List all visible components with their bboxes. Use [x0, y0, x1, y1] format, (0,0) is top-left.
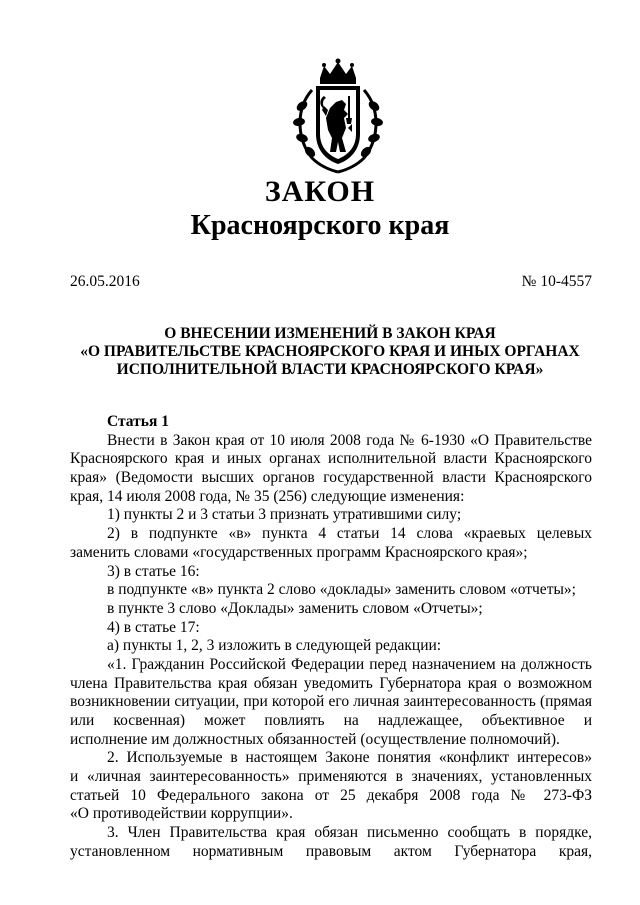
- body-line: в пункте 3 слово «Доклады» заменить словом «Отчеты»;: [107, 599, 483, 617]
- law-heading-line: О ВНЕСЕНИИ ИЗМЕНЕНИЙ В ЗАКОН КРАЯ: [164, 325, 496, 342]
- article-title: Статья 1: [107, 413, 169, 430]
- document-date: 26.05.2016: [70, 273, 140, 290]
- body-line: Красноярского края и иных органах исполнительной власти Красноярского: [70, 450, 592, 468]
- body-line: Внести в Закон края от 10 июля 2008 года № 6-1930 «О Правительстве: [107, 431, 592, 449]
- body-line: 3. Член Правительства края обязан письменно сообщать в порядке,: [107, 824, 592, 842]
- body-line: возникновении ситуации, при которой его личная заинтересованность (прямая: [70, 693, 592, 711]
- body-line: «О противодействии коррупции».: [70, 805, 293, 823]
- law-heading: [70, 325, 590, 379]
- body-line: статьей 10 Федерального закона от 25 декабря 2008 года № 273-ФЗ: [70, 786, 592, 804]
- body-line: 2) в подпункте «в» пункта 4 статьи 14 слова «краевых целевых: [107, 525, 592, 543]
- body-line: или косвенная) может повлиять на надлежащее, объективное и: [70, 712, 592, 729]
- body-line: 1) пункты 2 и 3 статьи 3 признать утратившими силу;: [107, 506, 462, 524]
- law-heading-line: ИСПОЛНИТЕЛЬНОЙ ВЛАСТИ КРАСНОЯРСКОГО КРАЯ»: [116, 361, 544, 378]
- body-line: 4) в статье 17:: [107, 618, 200, 636]
- body-line: края, 14 июля 2008 года, № 35 (256) следующие изменения:: [70, 487, 465, 505]
- body-line: заменить словами «государственных программ Красноярского края»;: [70, 543, 528, 561]
- law-heading-line: «О ПРАВИТЕЛЬСТВЕ КРАСНОЯРСКОГО КРАЯ И ИНЫХ ОРГАНАХ: [80, 343, 580, 360]
- document-body: [70, 413, 592, 862]
- body-line: исполнение им должностных обязанностей (осуществление полномочий).: [70, 730, 560, 748]
- body-line: «1. Гражданин Российской Федерации перед назначением на должность: [107, 655, 592, 673]
- body-line: а) пункты 1, 2, 3 изложить в следующей редакции:: [107, 637, 442, 655]
- body-line: установленном нормативным правовым актом Губернатора края,: [70, 842, 592, 860]
- issuing-region-title: Красноярского края: [190, 210, 450, 241]
- body-line: 2. Используемые в настоящем Законе понятия «конфликт интересов»: [107, 749, 592, 767]
- body-line: в подпункте «в» пункта 2 слово «доклады» заменить словом «отчеты»;: [107, 581, 576, 599]
- body-line: 3) в статье 16:: [107, 562, 200, 580]
- document-type-title: ЗАКОН: [264, 175, 376, 208]
- coat-of-arms-emblem: [290, 58, 386, 174]
- body-line: и «личная заинтересованность» применяются в значениях, установленных: [70, 768, 592, 786]
- body-line: края» (Ведомости высших органов государственной власти Красноярского: [70, 469, 592, 487]
- body-line: члена Правительства края обязан уведомить Губернатора края о возможном: [70, 674, 592, 692]
- document-number: № 10-4557: [521, 273, 592, 290]
